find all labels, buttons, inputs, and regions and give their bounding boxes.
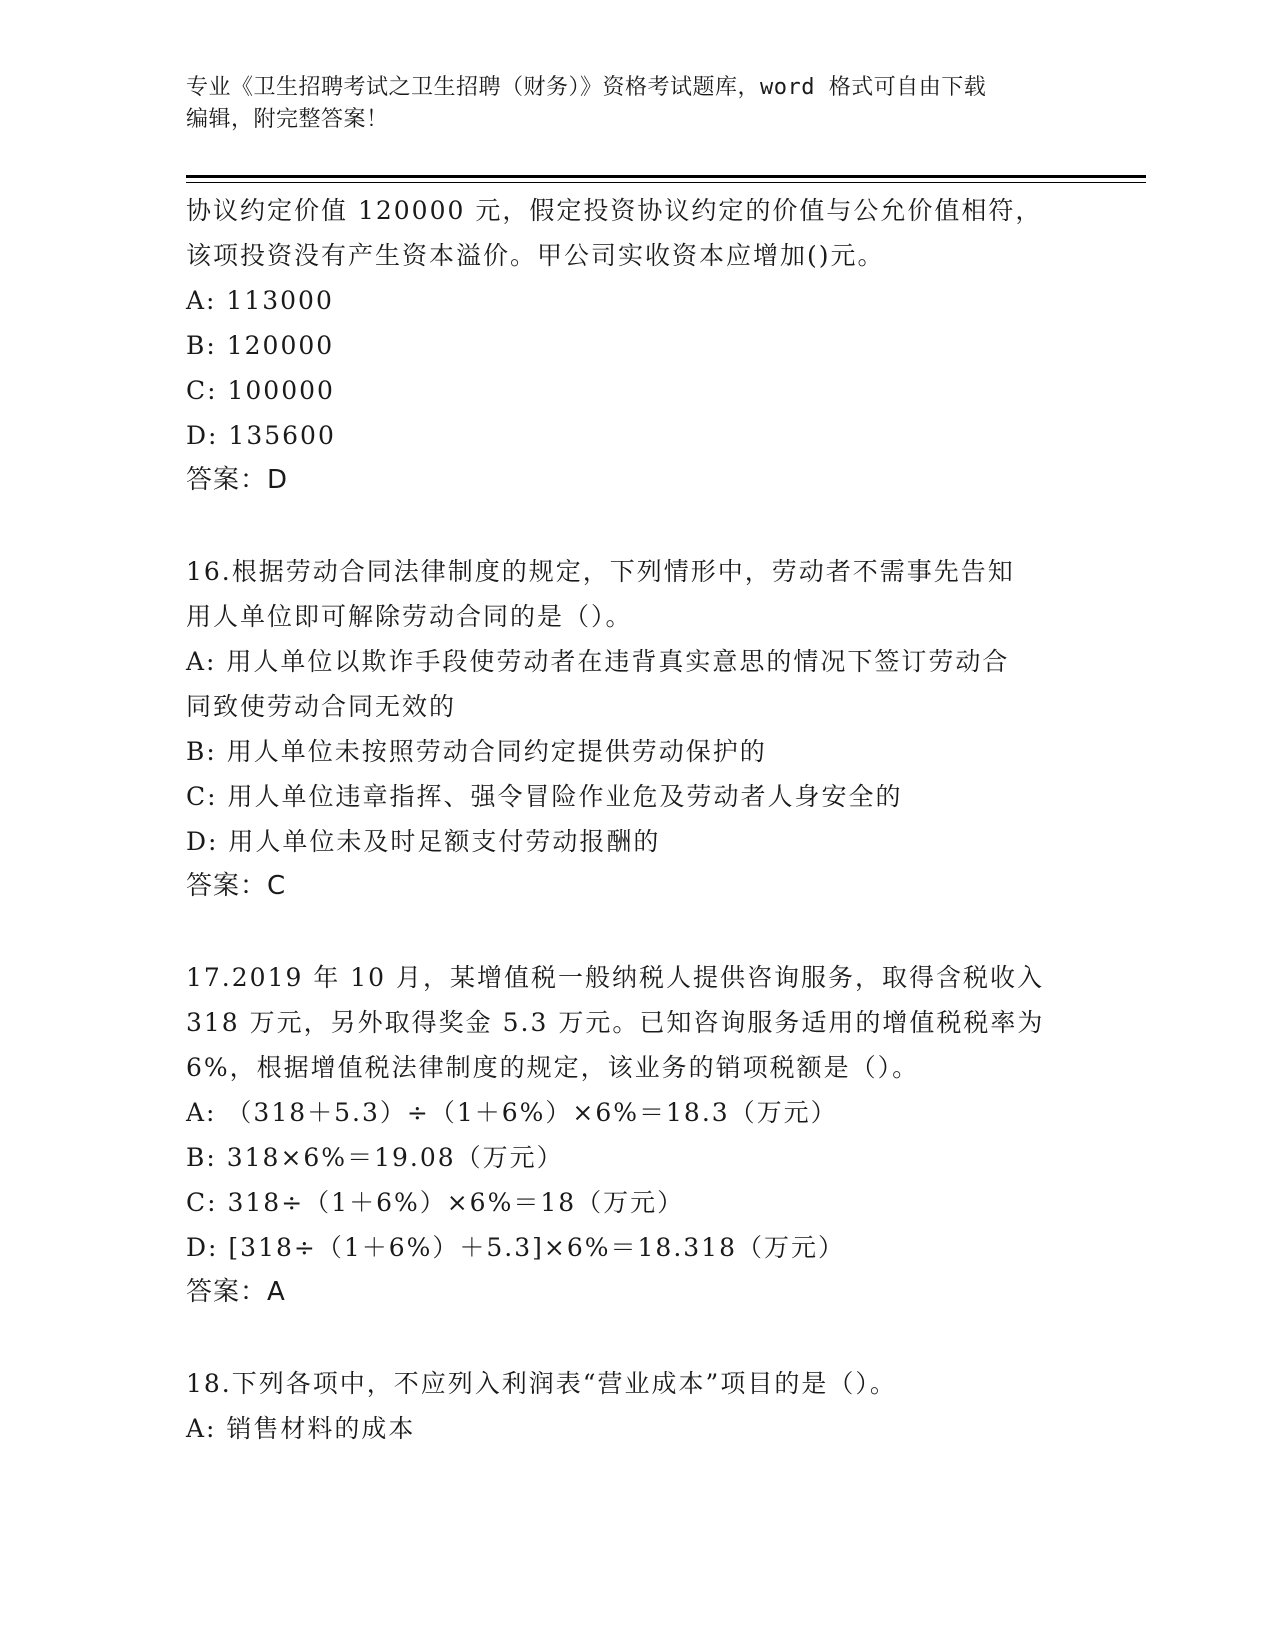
option-a: A: 113000 [186,286,334,315]
spacer [186,1315,1086,1361]
question-17 [186,955,1086,1315]
answer-line: 答案：A [186,1277,286,1307]
header-title-line-1: 专业《卫生招聘考试之卫生招聘（财务）》资格考试题库，word 格式可自由下载 [186,75,987,100]
question-16 [186,549,1086,909]
option-a: A: 销售材料的成本 [186,1414,416,1443]
question-stem-line: 协议约定价值 120000 元，假定投资协议约定的价值与公允价值相符， [186,196,1043,225]
header-title-line-2: 编辑，附完整答案！ [186,107,389,132]
option-a: A: 用人单位以欺诈手段使劳动者在违背真实意思的情况下签订劳动合 [186,647,1010,676]
question-stem-line: 18.下列各项中，不应列入利润表“营业成本”项目的是（）。 [186,1369,897,1398]
option-c: C: 用人单位违章指挥、强令冒险作业危及劳动者人身安全的 [186,782,903,811]
document-header [186,72,1066,136]
option-a-continued: 同致使劳动合同无效的 [186,692,457,721]
option-d: D: 用人单位未及时足额支付劳动报酬的 [186,827,661,856]
option-c: C: 318÷（1＋6%）×6%＝18（万元） [186,1188,685,1217]
option-d: D: [318÷（1＋6%）＋5.3]×6%＝18.318（万元） [186,1233,845,1262]
option-b: B: 用人单位未按照劳动合同约定提供劳动保护的 [186,737,767,766]
question-stem-line: 用人单位即可解除劳动合同的是（）。 [186,602,633,631]
question-stem-line: 该项投资没有产生资本溢价。甲公司实收资本应增加()元。 [186,241,885,270]
question-stem-line: 17.2019 年 10 月，某增值税一般纳税人提供咨询服务，取得含税收入 [186,963,1045,992]
option-b: B: 120000 [186,331,335,360]
question-stem-line: 16.根据劳动合同法律制度的规定，下列情形中，劳动者不需事先告知 [186,557,1015,586]
option-b: B: 318×6%＝19.08（万元） [186,1143,564,1172]
question-15 [186,188,1086,503]
spacer [186,909,1086,955]
question-list [186,188,1086,1451]
option-d: D: 135600 [186,421,336,450]
option-c: C: 100000 [186,376,335,405]
header-rule-thick [186,175,1146,178]
header-rule-thin [186,182,1146,183]
question-18 [186,1361,1086,1451]
option-a: A: （318＋5.3）÷（1＋6%）×6%＝18.3（万元） [186,1098,838,1127]
question-stem-line: 318 万元，另外取得奖金 5.3 万元。已知咨询服务适用的增值税税率为 [186,1008,1045,1037]
answer-line: 答案：C [186,871,287,901]
answer-line: 答案：D [186,465,289,495]
spacer [186,503,1086,549]
question-stem-line: 6%，根据增值税法律制度的规定，该业务的销项税额是（）。 [186,1053,920,1082]
